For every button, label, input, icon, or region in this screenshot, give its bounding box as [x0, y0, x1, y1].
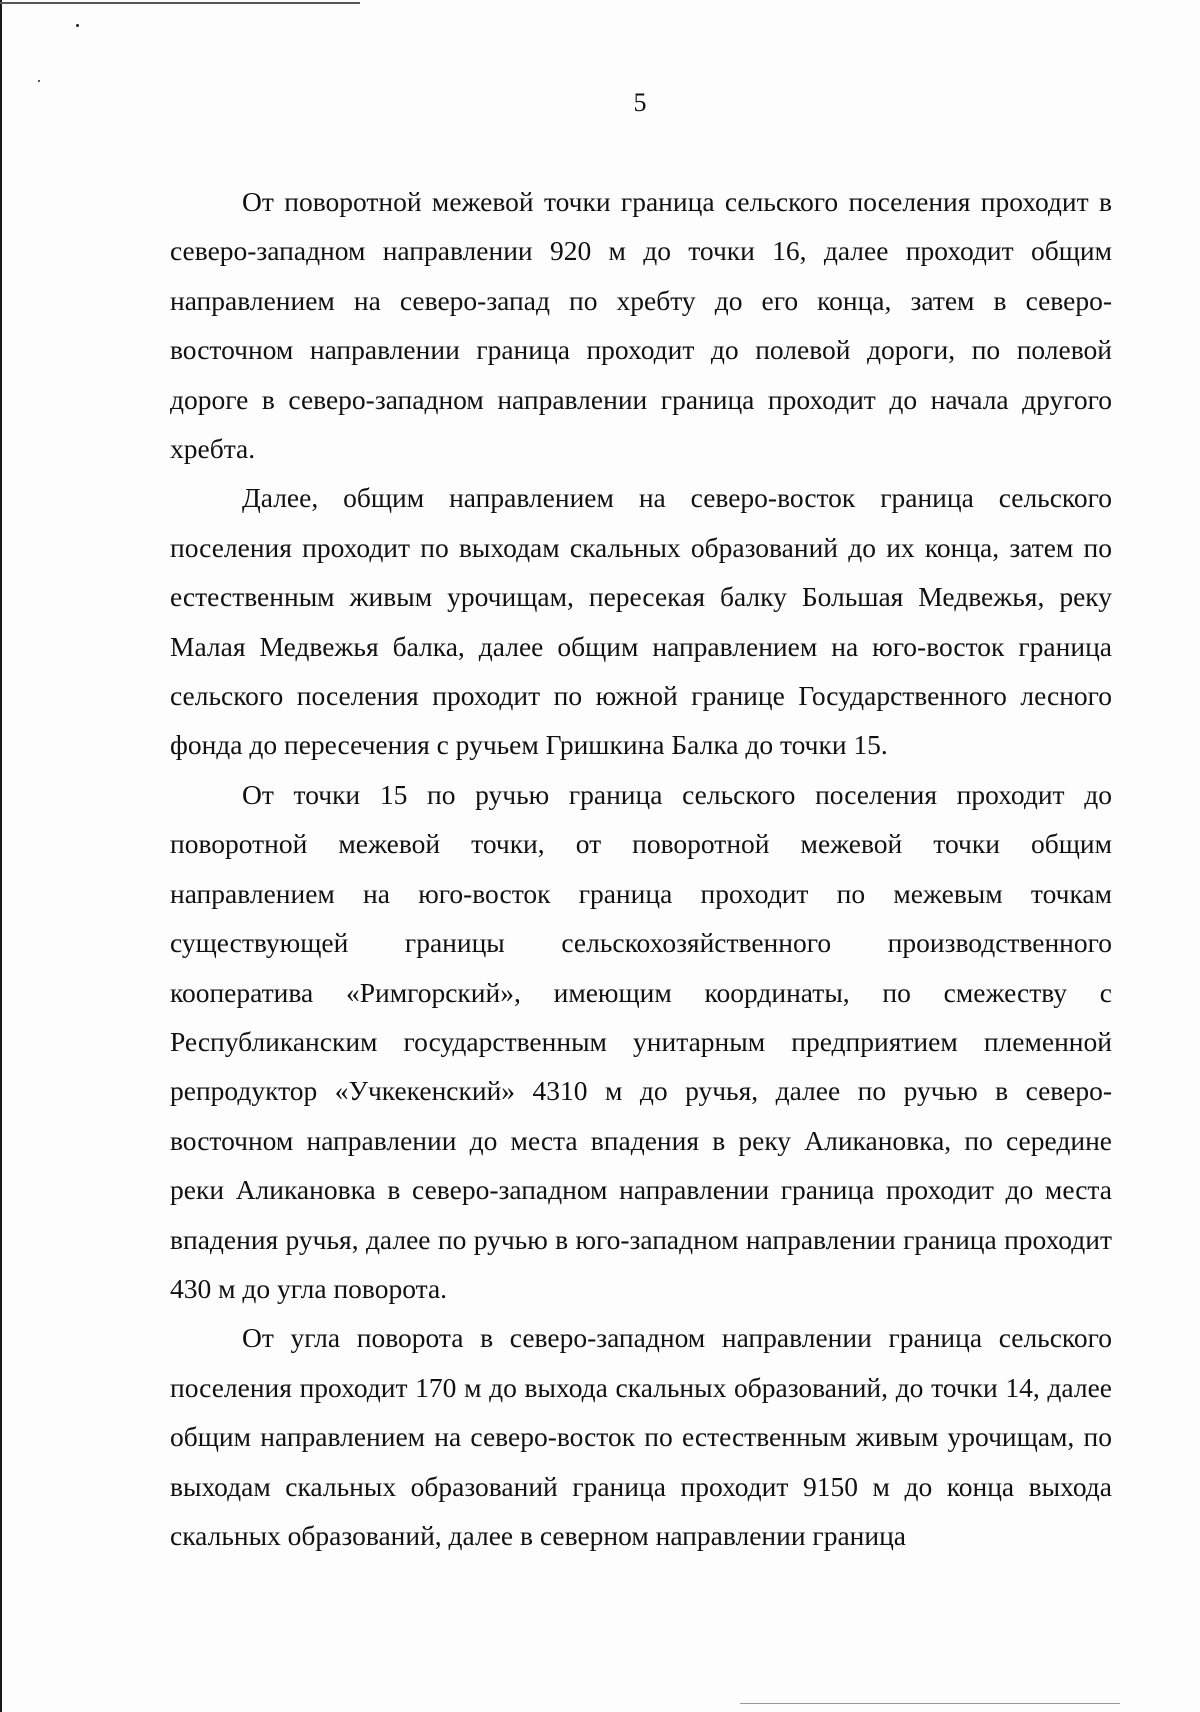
page-number: 5 [633, 88, 647, 117]
paragraph: От точки 15 по ручью граница сельского поселения проходит до поворотной межевой точки, от поворотной межевой точки общим направлением на юго-восток граница проходит по межевым точкам существующей границы сельскохозяйственного производственного кооператива «Римгорский», имеющим координаты, по смежеству с Республиканским государственным унитарным предприятием племенной репродуктор «Учкекенский» 4310 м до ручья, далее по ручью в северо-восточном направлении до места впадения в реку Аликановка, по середине реки Аликановка в северо-западном направлении граница проходит до места впадения ручья, далее по ручью в юго-западном направлении граница проходит 430 м до угла поворота. [170, 778, 1112, 1304]
document-body [170, 177, 1112, 1560]
paragraph: От угла поворота в северо-западном направлении граница сельского поселения проходит 170 м до выхода скальных образований, до точки 14, далее общим направлением на северо-восток по естественным живым урочищам, по выходам скальных образований граница проходит 9150 м до конца выхода скальных образований, далее в северном направлении граница [170, 1322, 1112, 1551]
scan-top-line [0, 2, 360, 4]
scan-speck [38, 80, 40, 82]
paragraph: От поворотной межевой точки граница сельского поселения проходит в северо-западном направлении 920 м до точки 16, далее проходит общим направлением на северо-запад по хребту до его конца, затем в северо-восточном направлении граница проходит до полевой дороги, по полевой дороге в северо-западном направлении граница проходит до начала другого хребта. [170, 186, 1112, 465]
scan-speck [76, 24, 79, 27]
scan-bottom-line [740, 1703, 1120, 1704]
paragraph: Далее, общим направлением на северо-восток граница сельского поселения проходит по выходам скальных образований до их конца, затем по естественным живым урочищам, пересекая балку Большая Медвежья, реку Малая Медвежья балка, далее общим направлением на юго-восток граница сельского поселения проходит по южной границе Государственного лесного фонда до пересечения с ручьем Гришкина Балка до точки 15. [170, 482, 1112, 761]
scan-edge-line [0, 0, 2, 1712]
